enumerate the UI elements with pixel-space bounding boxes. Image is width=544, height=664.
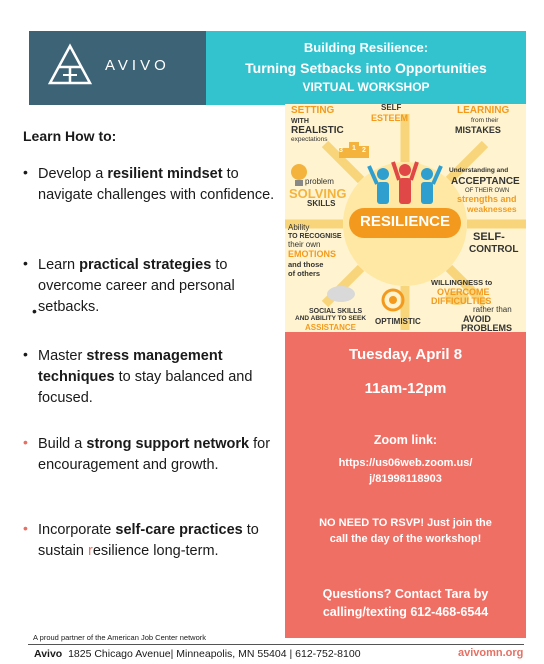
label-skills: SKILLS (307, 199, 336, 208)
label-understanding: Understanding and (449, 167, 509, 174)
bullet-marker: • (23, 164, 28, 180)
intro-heading: Learn How to: (23, 128, 117, 144)
event-info-panel (285, 332, 526, 638)
bullet-text: esilience long-term. (92, 543, 219, 559)
bullet-bold: self-care practices (115, 522, 243, 538)
bullet-item-3 (38, 346, 278, 409)
bullet-item-5 (38, 520, 278, 562)
footer-address-text: 1825 Chicago Avenue| Minneapolis, MN 55404 | 612-752-8100 (68, 648, 361, 660)
zoom-label: Zoom link: (373, 433, 438, 447)
label-difficulties: DIFFICULTIES (431, 296, 492, 306)
title-line-3: VIRTUAL WORKSHOP (302, 80, 430, 94)
rsvp-line-1: NO NEED TO RSVP! Just join the (319, 517, 492, 529)
label-their-own: their own (288, 240, 321, 249)
bullet-marker: • (23, 434, 28, 450)
rsvp-line-2: call the day of the workshop! (329, 533, 482, 545)
label-realistic: REALISTIC (291, 125, 344, 136)
bullet-bold: strong support network (86, 436, 250, 452)
podium-1: 1 (352, 145, 356, 152)
bullet-bold: practical strategies (79, 257, 212, 273)
label-rather-than: rather than (473, 305, 512, 314)
label-optimistic: OPTIMISTIC (375, 317, 421, 326)
bullet-text: Incorporate (38, 522, 116, 538)
website-link[interactable]: avivomn.org (458, 647, 524, 659)
title-line-2: Turning Setbacks into Opportunities (245, 60, 487, 76)
label-ability-to-seek: AND ABILITY TO SEEK (295, 315, 367, 322)
questions-line-1: Questions? Contact Tara by (322, 587, 489, 601)
bullet-text: to overcome career and personal setbacks. (38, 257, 235, 315)
partner-note: A proud partner of the American Job Center network (33, 633, 207, 642)
podium-2: 2 (362, 147, 366, 154)
questions-line-2: calling/texting 612-468-6544 (322, 605, 489, 619)
zoom-link-line-2[interactable]: j/81998118903 (369, 473, 442, 485)
bullet-text: Develop a (38, 166, 108, 182)
bullet-text: to sustain (38, 522, 259, 559)
brand-name: AVIVO (105, 57, 170, 74)
bullet-bold: stress management techniques (38, 348, 223, 385)
bullet-marker: • (23, 346, 28, 362)
bullet-text: to navigate challenges with confidence. (38, 166, 275, 203)
bullet-item-2 (38, 255, 278, 318)
bullet-item-4 (38, 434, 278, 476)
label-of-their-own: OF THEIR OWN (465, 188, 510, 194)
title-line-1: Building Resilience: (303, 40, 429, 55)
label-esteem: ESTEEM (371, 113, 409, 123)
label-resilience: RESILIENCE (359, 213, 450, 230)
label-of-others: of others (288, 269, 321, 278)
label-avoid: AVOID (463, 314, 491, 324)
label-weaknesses: weaknesses (467, 204, 517, 214)
bullet-bold: resilient mindset (107, 166, 223, 182)
label-setting: SETTING (291, 105, 335, 116)
bullet-text: for encouragement and growth. (38, 436, 271, 473)
label-control: CONTROL (469, 244, 519, 255)
podium-3: 3 (339, 147, 343, 154)
bullet-text: to stay balanced and focused. (38, 369, 253, 406)
label-social-skills: SOCIAL SKILLS (309, 308, 363, 315)
label-acceptance: ACCEPTANCE (451, 176, 520, 187)
label-emotions: EMOTIONS (288, 249, 337, 259)
footer-org: Avivo (34, 648, 63, 660)
label-overcome: OVERCOME (437, 287, 490, 297)
zoom-link-line-1[interactable]: https://us06web.zoom.us/ (338, 457, 473, 469)
label-problem: problem (305, 177, 334, 186)
label-problems: PROBLEMS (461, 323, 513, 332)
label-strengths: strengths and (457, 194, 517, 204)
header-title-block (206, 31, 526, 105)
label-mistakes: MISTAKES (455, 125, 501, 135)
footer-address (34, 648, 361, 660)
resilience-illustration (285, 104, 526, 332)
label-self-dash: SELF- (473, 231, 505, 243)
footer-divider (28, 644, 524, 645)
avivo-logo-icon (47, 43, 93, 89)
bullet-item-1 (38, 164, 278, 206)
label-and-those: and those (288, 260, 324, 269)
label-learning: LEARNING (457, 105, 510, 116)
label-setting-with: WITH (291, 118, 309, 125)
bullet-text: Build a (38, 436, 87, 452)
label-self: SELF (381, 104, 402, 112)
label-assistance: ASSISTANCE (305, 323, 356, 332)
bullet-marker: • (23, 520, 28, 536)
label-solving: SOLVING (289, 186, 347, 201)
header-brand-block (29, 31, 206, 105)
label-from-their: from their (471, 117, 499, 124)
bullet-marker: • (23, 255, 28, 271)
stray-dot: • (32, 303, 37, 319)
label-expectations: expectations (291, 136, 328, 143)
bullet-text: Learn (38, 257, 80, 273)
label-ability: Ability (288, 223, 310, 232)
label-willingness: WILLINGNESS to (431, 278, 493, 287)
event-time: 11am-12pm (364, 380, 447, 397)
bullet-text: Master (38, 348, 87, 364)
bullet-accent-letter: r (87, 543, 93, 559)
label-to-recognise: TO RECOGNISE (288, 233, 342, 240)
event-date: Tuesday, April 8 (348, 346, 463, 363)
